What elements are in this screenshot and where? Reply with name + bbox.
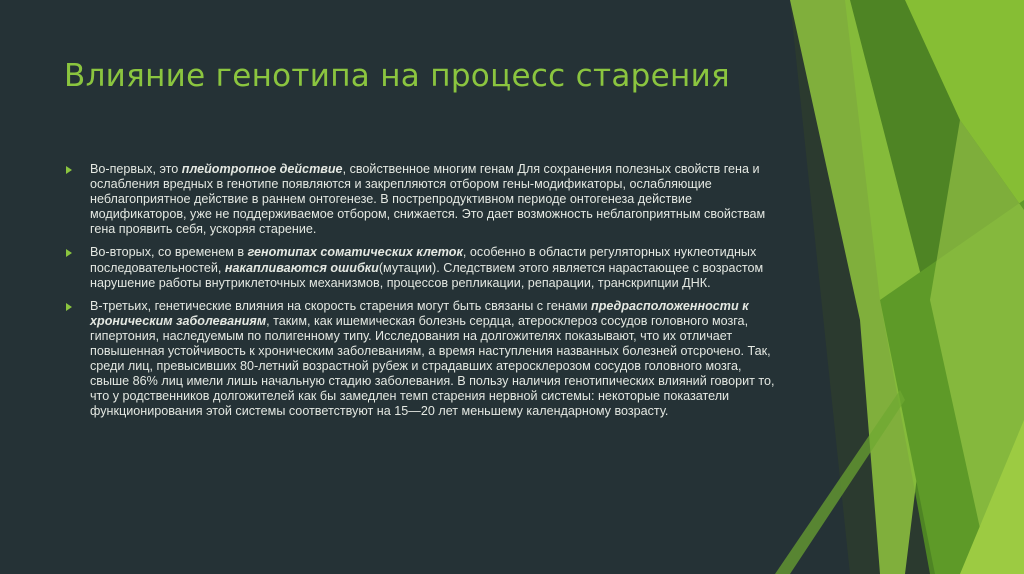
text-run: , свойственное многим генам Для сохранения полезных свойств гена и ослабления вредных в генотипе появляются и закрепляются отбором гены-модификаторы, ослабляющие неблагоприятное действие в раннем онтогенезе. В пострепродуктивном периоде онтогенеза действие модификаторов, уже не поддерживаемое отбором, снижается. Это дает возможность неблагоприятным свойствам гена проявить себя, ускоряя старение. (90, 162, 766, 237)
text-run: В-третьих, генетические влияния на скорость старения могут быть связаны с генами (90, 298, 592, 313)
text-run: Во-первых, это (90, 162, 182, 176)
text-run: , особенно в области регуляторных нуклеотидных последовательностей, (90, 245, 757, 275)
bullet-list (66, 162, 776, 428)
text-run: (мутации). Следствием этого является нарастающее с возрастом нарушение работы внутриклеточных механизмов, процессов репликации, репарации, транскрипции ДНК. (90, 260, 764, 290)
bullet-text-1 (90, 162, 776, 237)
bullet-text-2 (90, 245, 776, 290)
emphasized-text: накапливаются ошибки (224, 260, 379, 275)
bullet-item-3 (66, 299, 776, 420)
slide-title: Влияние генотипа на процесс старения (64, 58, 730, 94)
triangle-right-icon (66, 303, 72, 311)
bullet-item-1 (66, 162, 776, 237)
bullet-item-2 (66, 245, 776, 290)
text-run: Во-вторых, со временем в (90, 245, 248, 260)
triangle-right-icon (66, 166, 72, 174)
bullet-text-3 (90, 299, 776, 420)
triangle-right-icon (66, 249, 72, 257)
emphasized-text: плейотропное действие (181, 162, 343, 176)
emphasized-text: генотипах соматических клеток (247, 245, 463, 260)
text-run: , таким, как ишемическая болезнь сердца, атеросклероз сосудов головного мозга, гипертония, наследуемым по полигенному типу. Исследования на долгожителях показывают, что их отличает повышенная устойчивость к хроническим заболеваниям, а время наступления названных болезней отсрочено. Так, среди лиц, превысивших 80-летний возрастной рубеж и страдавших атеросклерозом сосудов головного мозга, свыше 86% лиц имели лишь начальную стадию заболевания. В пользу наличия генотипических влияний говорит то, что у родственников долгожителей как бы замедлен темп старения нервной системы: некоторые показатели функционирования этой системы соответствуют на 15—20 лет меньшему календарному возрасту. (90, 313, 775, 419)
emphasized-text: предрасположенности к хроническим заболеваниям (90, 298, 749, 328)
